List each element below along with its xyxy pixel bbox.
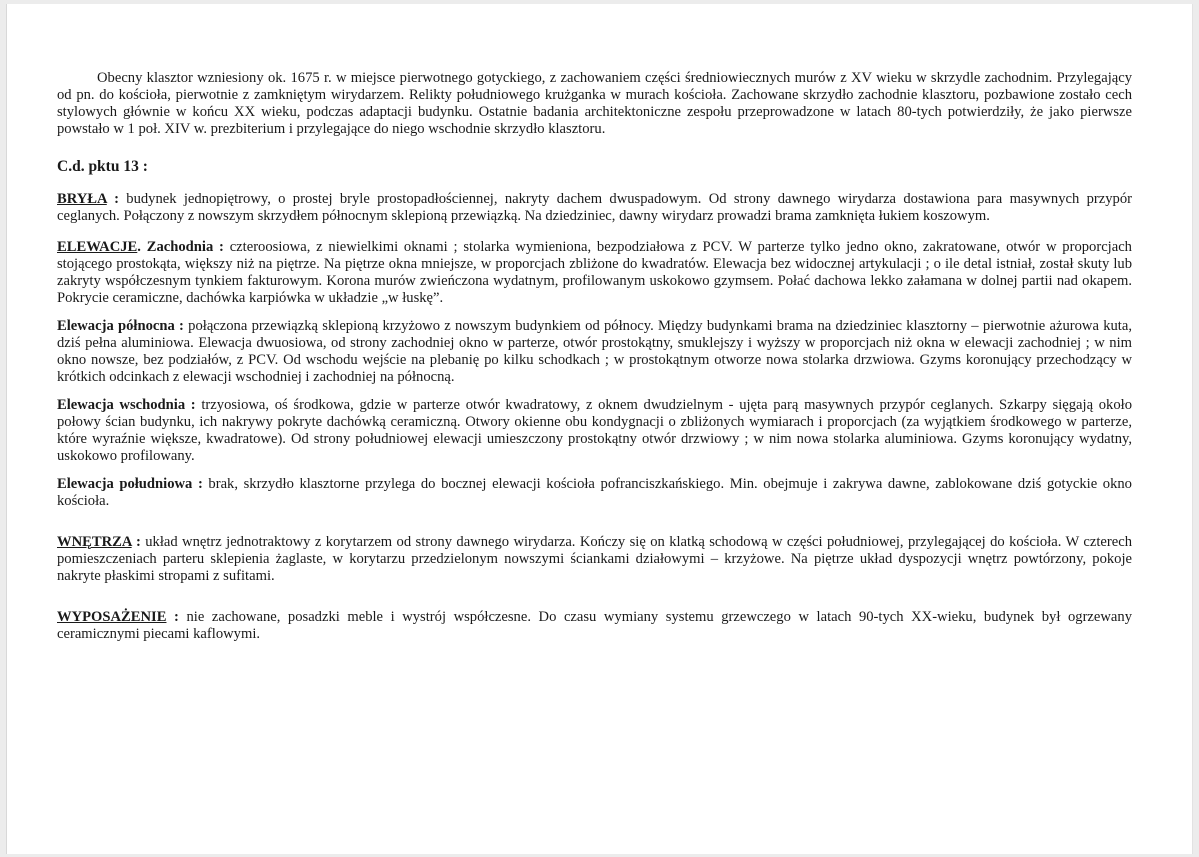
zachodnia-text: czteroosiowa, z niewielkimi oknami ; stolarka wymieniona, bezpodziałowa z PCV. W parterze tylko jedno okno, zakratowane, otwór w proporcjach stojącego prostokąta, większy niż na piętrze. Na piętrze okna mniejsze, w proporcjach zbliżone do kwadratów. Elewacja bez widocznej artykulacji ; o ile detal istniał, został skuty lub zakryty współczesnym tynkiem fakturowym. Korona murów zwieńczona wydatnym, profilowanym uskokowo gzymsem. Połać dachowa lekko załamana w dolnej partii nad okapem. Pokrycie ceramiczne, dachówka karpiówka w układzie „w łuskę”. [57, 239, 1132, 306]
zachodnia-label: . Zachodnia : [137, 239, 224, 255]
wnetrza-paragraph [57, 534, 1132, 585]
wyposazenie-text: nie zachowane, posadzki meble i wystrój współczesne. Do czasu wymiany systemu grzewczego w latach 90-tych XX-wieku, budynek był ogrzewany ceramicznymi piecami kaflowymi. [57, 609, 1132, 642]
intro-paragraph: Obecny klasztor wzniesiony ok. 1675 r. w miejsce pierwotnego gotyckiego, z zachowaniem części średniowiecznych murów z XV wieku w skrzydle zachodnim. Przylegający od pn. do kościoła, pierwotnie z zamkniętym wirydarzem. Relikty południowego krużganka w murach kościoła. Zachowane skrzydło zachodnie klasztoru, pozbawione zostało cech stylowych głównie w końcu XX wieku, podczas adaptacji budynku. Ostatnie badania architektoniczne zespołu przeprowadzone w latach 80-tych potwierdziły, że jako pierwsze powstało w 1 poł. XIV w. prezbiterium i przylegające do niego wschodnie skrzydło klasztoru. [57, 70, 1132, 137]
document-body [57, 70, 1132, 643]
poludniowa-paragraph [57, 476, 1132, 510]
elewacje-label: ELEWACJE [57, 239, 138, 255]
bryla-text: budynek jednopiętrowy, o prostej bryle prostopadłościennej, nakryty dachem dwuspadowym. Od strony dawnego wirydarza dostawiona para masywnych przypór ceglanych. Połączony z nowszym skrzydłem północnym sklepioną przewiązką. Na dziedziniec, dawny wirydarz prowadzi brama zamknięta łukiem koszowym. [57, 191, 1132, 224]
wschodnia-label: Elewacja wschodnia : [57, 397, 196, 413]
wyposazenie-label: WYPOSAŻENIE [57, 609, 167, 625]
bryla-separator: : [106, 191, 127, 207]
poludniowa-text: brak, skrzydło klasztorne przylega do bocznej elewacji kościoła pofranciszkańskiego. Min. obejmuje i zakrywa dawne, zablokowane dziś gotyckie okno kościoła. [57, 476, 1132, 509]
document-page [6, 4, 1193, 854]
wschodnia-text: trzyosiowa, oś środkowa, gdzie w parterze otwór kwadratowy, z oknem dwudzielnym - ujęta parą masywnych przypór ceglanych. Szkarpy sięgają około połowy ścian budynku, ich nakrywy pokryte dachówką ceramiczną. Otwory okienne obu kondygnacji o zbliżonych wymiarach i proporcjach (za wyjątkiem środkowego w parterze, które wyraźnie większe, kwadratowe). Od strony południowej elewacji umieszczony prostokątny otwór drzwiowy ; w nim nowa stolarka aluminiowa. Gzyms koronujący wydatny, uskokowo profilowany. [57, 397, 1132, 464]
wschodnia-paragraph [57, 397, 1132, 465]
polnocna-paragraph [57, 318, 1132, 386]
bryla-paragraph [57, 191, 1132, 225]
wyposazenie-paragraph [57, 609, 1132, 643]
wnetrza-text: układ wnętrz jednotraktowy z korytarzem od strony dawnego wirydarza. Kończy się on klatką schodową w części południowej, przylegającej do kościoła. W czterech pomieszczeniach parteru sklepienia żaglaste, w korytarzu przedzielonym nowszymi ściankami działowymi – krzyżowe. Na piętrze układ dyspozycji wnętrz powtórzony, pokoje nakryte płaskimi stropami z sufitami. [57, 534, 1132, 584]
elewacje-paragraph [57, 239, 1132, 307]
wyposazenie-separator: : [166, 609, 179, 625]
bryla-label: BRYŁA [57, 191, 107, 207]
wnetrza-separator: : [131, 534, 141, 550]
poludniowa-label: Elewacja południowa : [57, 476, 203, 492]
wnetrza-label: WNĘTRZA [57, 534, 132, 550]
polnocna-text: połączona przewiązką sklepioną krzyżowo z nowszym budynkiem od północy. Między budynkami brama na dziedziniec klasztorny – pierwotnie ażurowa kuta, dziś pełna aluminiowa. Elewacja dwuosiowa, od strony zachodniej okno w parterze, otwór prostokątny, smuklejszy i wyższy w proporcjach niż okna w elewacji zachodniej ; w nim okno nowsze, bez podziałów, z PCV. Od wschodu wejście na plebanię po kilku schodkach ; w prostokątnym otworze nowa stolarka drzwiowa. Gzyms koronujący przechodzący w krótkich odcinkach z elewacji wschodniej i zachodniej na północną. [57, 318, 1132, 385]
section-heading: C.d. pktu 13 : [57, 158, 148, 175]
polnocna-label: Elewacja północna : [57, 318, 184, 334]
